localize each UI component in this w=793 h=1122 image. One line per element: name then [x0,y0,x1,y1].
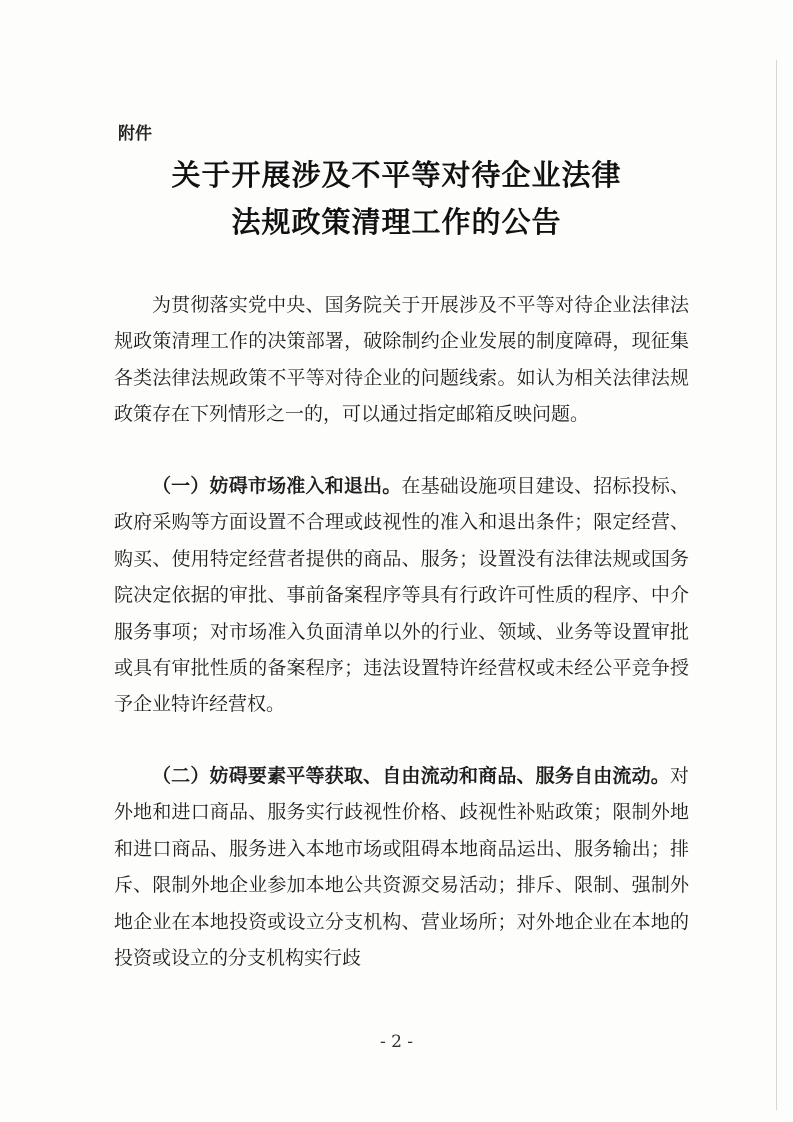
section-two-heading: （二）妨碍要素平等获取、自由流动和商品、服务自由流动。 [152,765,670,787]
attachment-label: 附件 [118,124,152,144]
section-two-paragraph [114,758,689,976]
document-title-line-2: 法规政策清理工作的公告 [231,205,562,239]
section-one-text: 在基础设施项目建设、招标投标、政府采购等方面设置不合理或歧视性的准入和退出条件；限定经营、购买、使用特定经营者提供的商品、服务；设置没有法律法规或国务院决定依据的审批、事前备案程序等具有行政许可性质的程序、中介服务事项；对市场准入负面清单以外的行业、领域、业务等设置审批或具有审批性质的备案程序；违法设置特许经营权或未经公平竞争授予企业特许经营权。 [114,475,689,716]
intro-paragraph-text: 为贯彻落实党中央、国务院关于开展涉及不平等对待企业法律法规政策清理工作的决策部署，破除制约企业发展的制度障碍，现征集各类法律法规政策不平等对待企业的问题线索。如认为相关法律法规政策存在下列情形之一的，可以通过指定邮箱反映问题。 [114,294,689,426]
page-number: - 2 - [379,1032,414,1052]
section-one-paragraph [114,468,689,723]
intro-paragraph [114,287,689,433]
section-one-heading: （一）妨碍市场准入和退出。 [152,475,402,497]
document-title-line-1: 关于开展涉及不平等对待企业法律 [171,158,622,192]
section-two-text: 对外地和进口商品、服务实行歧视性价格、歧视性补贴政策；限制外地和进口商品、服务进入本地市场或阻碍本地商品运出、服务输出；排斥、限制外地企业参加本地公共资源交易活动；排斥、限制、强制外地企业在本地投资或设立分支机构、营业场所；对外地企业在本地的投资或设立的分支机构实行歧 [114,765,689,970]
scan-edge-line [776,60,777,1110]
